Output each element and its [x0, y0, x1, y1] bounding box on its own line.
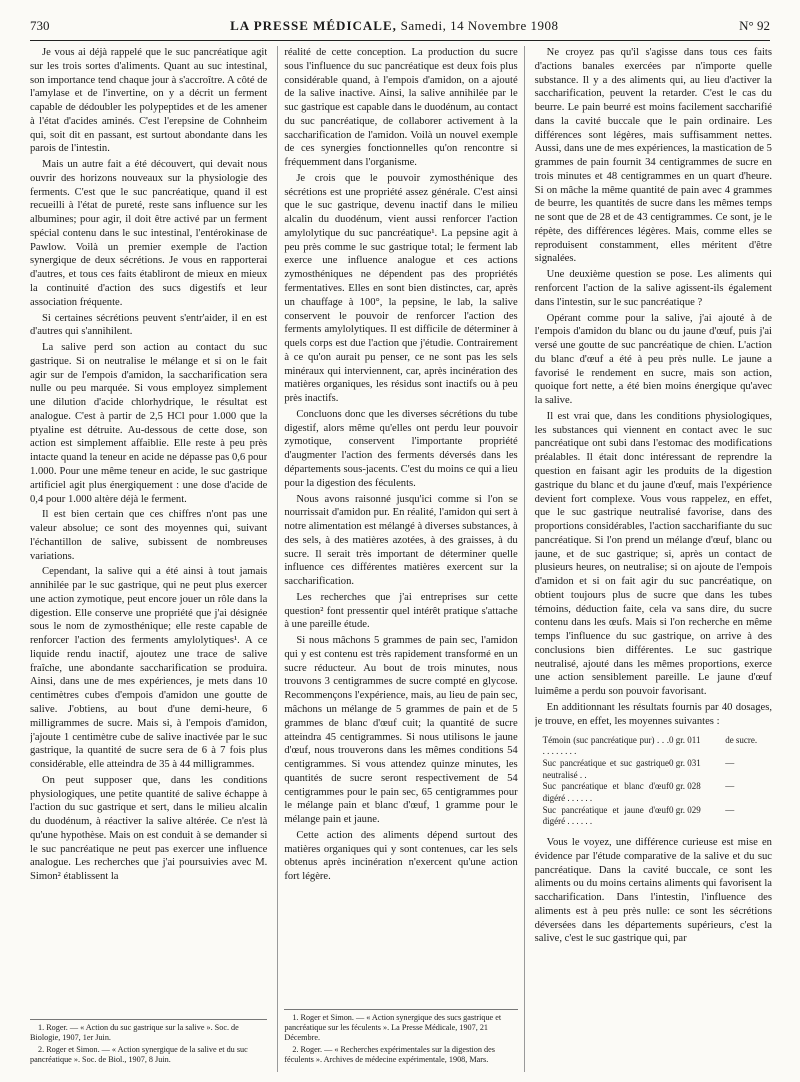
issue-number: N° 92 — [739, 18, 770, 33]
row-label: Suc pancréatique et jaune d'œuf digéré . . . . . . — [542, 804, 670, 827]
paragraph: Une deuxième question se pose. Les aliments qui renforcent l'action de la salive agissent-ils également dans l'intestin, sur le suc pancréatique ? — [534, 269, 772, 308]
paragraph: Il est bien certain que ces chiffres n'ont pas une valeur absolue; ce sont des moyennes qui, suivant l'échantillon de salive, subissent de nombreuses variations. — [30, 509, 268, 562]
column-2-text — [284, 46, 517, 884]
row-value: 0 gr. 028 — [669, 781, 701, 792]
footnote: 2. Roger. — « Recherches expérimentales sur la digestion des féculents ». Archives de médecine expérimentale, 1908, Mars. — [284, 1044, 495, 1064]
paragraph: Mais un autre fait a été découvert, qui devait nous ouvrir des horizons nouveaux sur la physiologie des ferments. C'est que le suc pancréatique, quand il est recueilli à l'état de pureté, reste sans influence sur les albumines; pour agir, il doit être activé par un ferment spécial contenu dans le suc intestinal, l'entérokinase de Pawlow. Voilà un premier exemple de l'action synergique de deux sécrétions. Je vous en rapporterai d'autres, et tous ces faits établiront de mieux en mieux la continuité d'action des sucs digestifs et leur association fréquente. — [30, 159, 268, 308]
paragraph: Cependant, la salive qui a été ainsi à tout jamais annihilée par le suc gastrique, qui ne peut plus exercer une action zymotique, peut encore jouer un rôle dans la digestion. Elle conserve une propriété que j'ai désignée sous le nom de zymosthénique; elle reste capable de renforcer l'action des ferments amylolytiques¹. A ce liquide rendu inactif, ajoutez une trace de salive fraîche, une abondante saccharification se produira. Ainsi, dans une de mes expériences, je mets dans 10 centimètres cubes d'empois d'amidon une goutte de salive. J'obtiens, au bout d'une demi-heure, 6 milligrammes de sucre. Mais si, à l'empois d'amidon, j'ajoute 1 centimètre cube de salive inactivée par le suc gastrique, la quantité de sucre sera de 6 à 7 fois plus considérable, elle atteindra de 35 à 44 milligrammes. — [30, 566, 268, 771]
issue-date: Samedi, 14 Novembre 1908 — [400, 18, 559, 33]
column-1-text — [30, 46, 267, 884]
footnotes — [30, 1019, 267, 1066]
paragraph: Les recherches que j'ai entreprises sur cette question² font pressentir quel intérêt pratique s'attache à une pareille étude. — [284, 591, 518, 631]
page-header — [30, 18, 770, 40]
column-3-text — [535, 46, 772, 946]
table-row — [543, 735, 772, 758]
paragraph: Je vous ai déjà rappelé que le suc pancréatique agit sur les trois sortes d'aliments. Quant au suc intestinal, son importance tend chaque jour à s'accroître. A côté de l'amylase et de l'invertine, on y a décrit un ferment capable de dédoubler les polypeptides et de les amener à l'état d'acides aminés. C'est l'erepsine de Cohnheim qui, soit dit en passant, est surtout abondante dans les parois de l'intestin. — [30, 47, 268, 155]
paragraph: En additionnant les résultats fournis par 40 dosages, je trouve, en effet, les moyennes suivantes : — [534, 701, 772, 727]
paragraph: Vous le voyez, une différence curieuse est mise en évidence par l'étude comparative de la salive et du suc pancréatique. Dans la cavité buccale, ce sont les aliments ou du moins certains aliments qui favorisent la saccharification. Dans l'intestin, l'influence des aliments est à peu près nulle: ce sont les sécrétions déversées dans les départements supérieurs, c'est la salive, c'est le suc gastrique qui, par — [534, 837, 772, 945]
footnote: 1. Roger et Simon. — « Action synergique des sucs gastrique et pancréatique sur les féculents ». La Presse Médicale, 1907, 21 Décembre. — [284, 1012, 502, 1043]
column-3 — [535, 46, 772, 1072]
paragraph: La salive perd son action au contact du suc gastrique. Si on neutralise le mélange et si on le fait agir sur de l'empois d'amidon, la saccharification sera nulle ou peu marquée. Si vous employez simplement une dilution d'acide chlorhydrique, le résultat est analogue. C'est à partir de 2,5 HCl pour 1.000 que la ptyaline est détruite. Au-dessous de cette dose, son action est simplement affaiblie. Elle reste à peu près intacte quand la teneur en acide ne dépasse pas 0,6 pour 1.000. Pour une même teneur en acide, le suc gastrique artificiel agit plus énergiquement : une dose d'acide de 0,4 pour 1.000 altère déjà le ferment. — [30, 342, 268, 505]
column-1 — [30, 46, 267, 1072]
column-2 — [277, 46, 524, 1072]
paragraph: Opérant comme pour la salive, j'ai ajouté à de l'empois d'amidon du blanc ou du jaune d'œuf, puis j'ai versé une goutte de suc pancréatique de chien. L'action du blanc d'œuf a été à peu près nulle. Le jaune a favorisé le rendement en sucre, mais son action, quoique fort nette, a été bien moins énergique qu'avec la salive. — [534, 312, 772, 407]
row-unit: — — [725, 781, 735, 792]
page-number: 730 — [30, 18, 50, 33]
paragraph: Concluons donc que les diverses sécrétions du tube digestif, alors même qu'elles ont perdu leur pouvoir zymotique, conservent l'importante propriété d'augmenter l'action des ferments déversés dans les départements sous-jacents. C'est du moins ce qui a lieu pour la digestion des féculents. — [284, 408, 518, 489]
paragraph: Nous avons raisonné jusqu'ici comme si l'on se nourrissait d'amidon pur. En réalité, l'amidon qui sert à notre alimentation est mélangé à diverses substances, à des sels, à des matières azotées, à des graisses, à du sucre. Il serait très important de déterminer quelle influence ces différentes matières exercent sur la saccharification. — [284, 493, 518, 588]
row-value: 0 gr. 029 — [669, 804, 701, 815]
row-label: Témoin (suc pancréatique pur) . . . . . . . . . . . — [542, 734, 670, 757]
paragraph: On peut supposer que, dans les conditions physiologiques, une petite quantité de salive échappe à l'action du suc gastrique et sert, dans le milieu alcalin du duodénum, à réactiver la salive altérée. Ce n'est là qu'une hypothèse. Mais on est conduit à se demander si le suc pancréatique ne peut pas exercer une influence analogue. Les recherches que j'ai poursuivies avec M. Simon² établissent la — [30, 774, 268, 883]
row-label: Suc pancréatique et suc gastrique neutralisé . . — [542, 757, 670, 780]
row-label: Suc pancréatique et blanc d'œuf digéré . . . . . . — [542, 781, 670, 803]
footnotes — [284, 1009, 517, 1066]
journal-name: LA PRESSE MÉDICALE, — [230, 18, 397, 33]
paragraph: Si nous mâchons 5 grammes de pain sec, l'amidon qui y est contenu est très rapidement transformé en un sucre réducteur. Au bout de trois minutes, nous trouvons 3 centigrammes de sucre compté en glycose. Recommençons l'expérience, mais, au lieu de pain sec, mâchons un mélange de 5 grammes de pain et de 5 grammes de blanc d'œuf cuit; la quantité de sucre atteindra 45 centigrammes. Si nous utilisons le jaune d'œuf, nous trouverons dans les mêmes conditions 54 centigrammes. Si vous attendez quinze minutes, les quantités de sucre seront respectivement de 54 centigrammes pour le pain sec, 65 centigrammes pour le mélange pain et blanc d'œuf, 1 gramme pour le mélange pain et jaune. — [284, 635, 518, 826]
header-rule — [30, 40, 770, 41]
footnote: 1. Roger. — « Action du suc gastrique sur la salive ». Soc. de Biologie, 1907, 1er Juin. — [30, 1023, 239, 1043]
article-columns — [30, 46, 772, 1072]
row-unit: de sucre. — [725, 734, 758, 745]
paragraph: Ne croyez pas qu'il s'agisse dans tous ces faits d'actions banales exercées par n'importe quelle substance. Il y a des aliments qui, au lieu d'activer la saccharification, peuvent la retarder. C'est le cas du beurre. Le pain beurré est moins facilement saccharifié dans la cavité buccale que le pain ordinaire. Les différences sont légères, mais suffisamment nettes. Aussi, dans une de mes expériences, la mastication de 5 grammes de pain fournit 34 centigrammes de sucre en trois minutes et 48 centigrammes en un quart d'heure. Si on mâche la même quantité de pain avec 4 grammes de beurre, les quantités de sucre dans les mêmes temps ne sont que de 28 et de 43 centigrammes. Ce sont, je le répète, des différences légères. Mais, comme elles se reproduisent constamment, elles méritent d'être signalées. — [534, 47, 772, 265]
paragraph: réalité de cette conception. La production du sucre sous l'influence du suc pancréatique est deux fois plus considérable quand, à l'empois d'amidon, on a ajouté de la salive inactive. Ainsi, la salive annihilée par le suc gastrique est capable dans le duodénum, au contact du suc pancréatique, de collaborer activement à la saccharification de l'amidon. Voilà un nouvel exemple de ces synergies fonctionnelles qu'on rencontre si fréquemment dans l'organisme. — [284, 47, 518, 169]
paragraph: Cette action des aliments dépend surtout des matières organiques qui y sont contenues, car les sels obtenus après incinération n'exercent qu'une action fort légère. — [284, 829, 518, 883]
row-unit: — — [725, 757, 735, 768]
results-table — [543, 735, 772, 829]
paragraph: Je crois que le pouvoir zymosthénique des sécrétions est une propriété assez générale. C'est ainsi que le suc gastrique, devenu inactif dans le milieu alcalin du duodénum, vient aussi renforcer l'action amylolytique du suc pancréatique¹. La pepsine agit à peu près comme le suc gastrique total; le ferment lab exerce une influence analogue et ces actions zymosthéniques ne dépendent pas des propriétés fermentatives. Elles en sont bien distinctes, car, après un chauffage à 100°, la pepsine, le lab, la salive conservent le pouvoir de renforcer l'action des ferments amylolytiques. Il est difficile de déterminer à quels corps est due l'action que j'étudie. Contrairement à ce qu'on aurait pu penser, ce ne sont pas les sels minéraux qui interviennent, car, après incinération des matières organiques, les résidus sont inactifs ou à peu près inactifs. — [284, 172, 518, 405]
row-value: 0 gr. 011 — [669, 734, 701, 745]
paragraph: Si certaines sécrétions peuvent s'entr'aider, il en est d'autres qui s'annihilent. — [30, 312, 268, 338]
paragraph: Il est vrai que, dans les conditions physiologiques, les substances qui viennent en contact avec le suc pancréatique ont subi dans l'estomac des modifications préalables. Il était donc intéressant de reprendre la question en faisant agir les produits de la digestion gastrique du blanc et du jaune d'œuf, mais l'expérience devient fort complexe. Vous vous rappelez, en effet, que le suc gastrique neutralisé favorise, dans des proportions considérables, l'action saccharifiante du suc pancréatique. Si l'on prend un mélange d'œuf, blanc ou jaune, et de suc gastrique; si, après un contact de plusieurs heures, on neutralise; si on ajoute de l'empois d'amidon et si on fait agir du suc pancréatique, on obtient toujours plus de sucre que dans les tubes témoins, déduction faite, cela va sans dire, du sucre contenu dans les œufs. Mais si l'on recherche en même temps l'influence du suc gastrique, on arrive à des conclusions bien différentes. Le suc gastrique neutralisé, ajouté dans les mêmes proportions, exerce une action sensiblement pareille. Le jaune d'œuf luimême a perdu son pouvoir favorisant. — [534, 410, 772, 698]
footnote: 2. Roger et Simon. — « Action synergique de la salive et du suc pancréatique ». Soc. de Biol., 1907, 8 Juin. — [30, 1044, 248, 1064]
journal-title — [230, 18, 558, 34]
row-unit: — — [725, 804, 735, 815]
table-row — [543, 781, 772, 804]
table-row — [543, 805, 772, 828]
table-row — [543, 758, 772, 781]
row-value: 0 gr. 031 — [669, 757, 701, 768]
